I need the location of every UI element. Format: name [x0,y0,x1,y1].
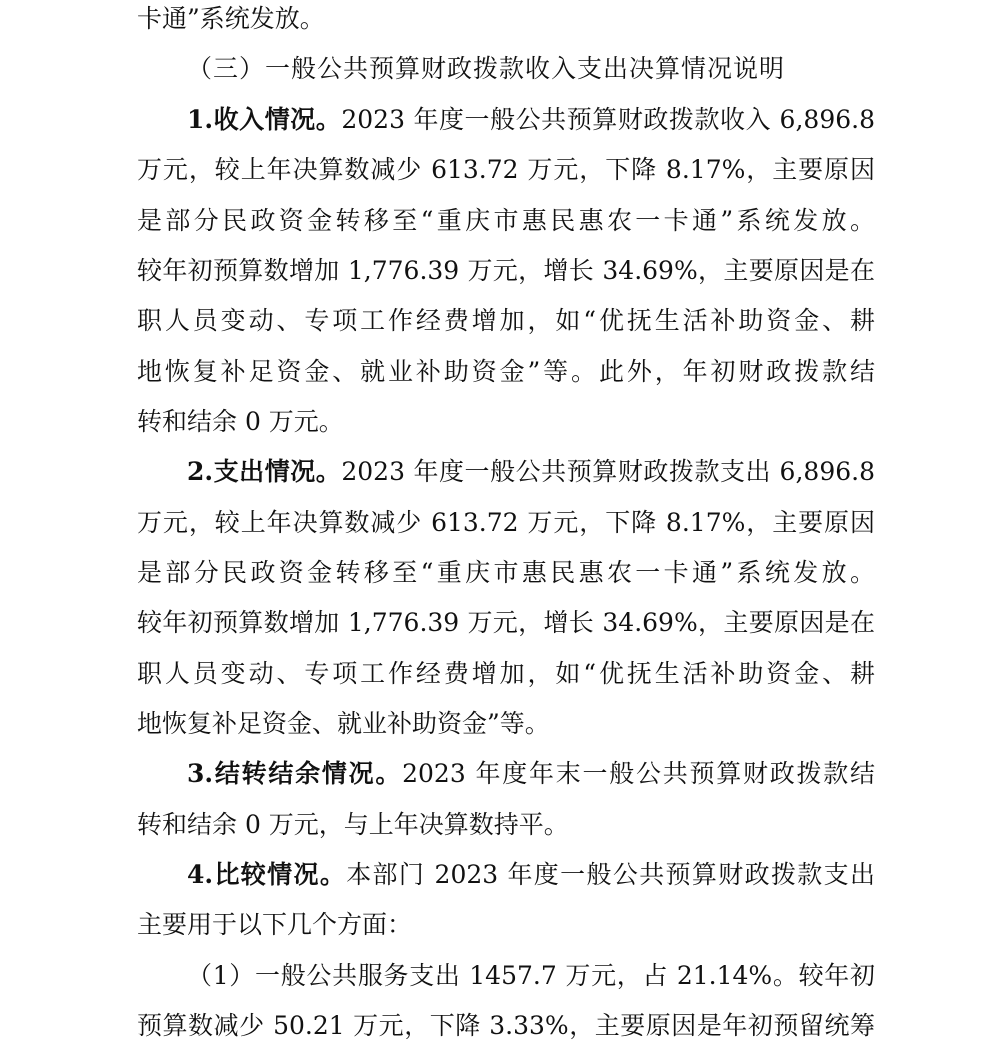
income-first-line [187,101,875,139]
paragraph-line: 职人员变动、专项工作经费增加，如“优抚生活补助资金、耕 [137,659,875,688]
section-heading: （三）一般公共预算财政拨款收入支出决算情况说明 [187,54,786,83]
paragraph-line: 万元，较上年决算数减少 613.72 万元，下降 8.17%，主要原因 [137,155,875,184]
paragraph-line: 预算数减少 50.21 万元，下降 3.33%，主要原因是年初预留统筹 [137,1011,875,1040]
paragraph-line: 转和结余 0 万元。 [137,407,344,436]
paragraph-line: 较年初预算数增加 1,776.39 万元，增长 34.69%，主要原因是在 [137,608,875,637]
paragraph-text: 2023 年度年末一般公共预算财政拨款结 [402,759,875,788]
expenditure-first-line [187,453,875,491]
paragraph-line: 卡通”系统发放。 [137,4,325,33]
paragraph-text: 2023 年度一般公共预算财政拨款收入 6,896.8 [341,105,875,134]
paragraph-line: 较年初预算数增加 1,776.39 万元，增长 34.69%，主要原因是在 [137,256,875,285]
expenditure-label: 2.支出情况。 [187,457,342,486]
paragraph-text: 2023 年度一般公共预算财政拨款支出 6,896.8 [341,457,875,486]
income-label: 1.收入情况。 [187,105,342,134]
paragraph-line: 是部分民政资金转移至“重庆市惠民惠农一卡通”系统发放。 [137,558,875,587]
carryover-label: 3.结转结余情况。 [187,759,403,788]
paragraph-line: 转和结余 0 万元，与上年决算数持平。 [137,810,569,839]
paragraph-line: 地恢复补足资金、就业补助资金”等。此外，年初财政拨款结 [137,357,875,386]
paragraph-line: 职人员变动、专项工作经费增加，如“优抚生活补助资金、耕 [137,306,875,335]
paragraph-line: 万元，较上年决算数减少 613.72 万元，下降 8.17%，主要原因 [137,508,875,537]
paragraph-line: 是部分民政资金转移至“重庆市惠民惠农一卡通”系统发放。 [137,206,875,235]
comparison-label: 4.比较情况。 [187,860,347,889]
paragraph-line: 地恢复补足资金、就业补助资金”等。 [137,709,550,738]
carryover-first-line [187,755,875,793]
item1-first-line: （1）一般公共服务支出 1457.7 万元，占 21.14%。较年初 [187,961,875,990]
paragraph-text: 本部门 2023 年度一般公共预算财政拨款支出 [346,860,875,889]
paragraph-line: 主要用于以下几个方面： [137,910,413,939]
comparison-first-line [187,856,875,894]
